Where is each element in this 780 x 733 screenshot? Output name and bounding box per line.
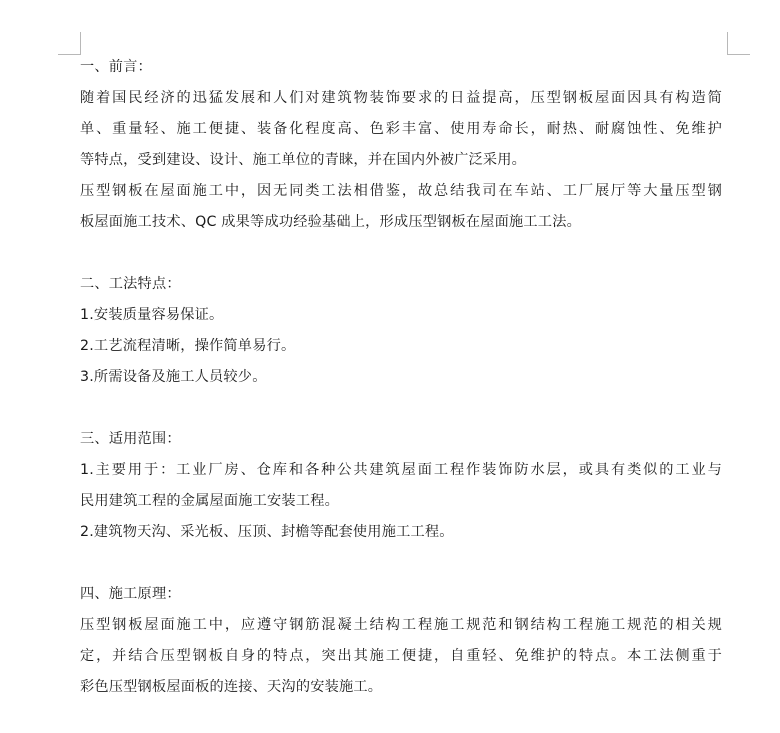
list-item: 1.安装质量容易保证。	[80, 307, 224, 323]
paragraph-line: 随着国民经济的迅猛发展和人们对建筑物装饰要求的日益提高，压型钢板屋面因具有构造简	[80, 90, 722, 106]
section-heading: 三、适用范围：	[80, 431, 181, 447]
paragraph-line: 单、重量轻、施工便捷、装备化程度高、色彩丰富、使用寿命长，耐热、耐腐蚀性、免维护	[80, 121, 722, 137]
paragraph-line: 板屋面施工技术、QC 成果等成功经验基础上，形成压型钢板在屋面施工工法。	[80, 214, 581, 230]
list-item: 2.建筑物天沟、采光板、压顶、封檐等配套使用施工工程。	[80, 524, 454, 540]
blank-line	[80, 393, 730, 424]
section-heading: 一、前言：	[80, 59, 152, 75]
paragraph-line: 等特点，受到建设、设计、施工单位的青睐，并在国内外被广泛采用。	[80, 152, 527, 168]
document-body[interactable]	[80, 52, 730, 703]
list-item: 2.工艺流程清晰，操作简单易行。	[80, 338, 296, 354]
list-item: 民用建筑工程的金属屋面施工安装工程。	[80, 493, 339, 509]
list-item: 1.主要用于：工业厂房、仓库和各种公共建筑屋面工程作装饰防水层，或具有类似的工业与	[80, 462, 722, 478]
section-heading: 四、施工原理：	[80, 586, 181, 602]
page-corner-mark-top-left	[58, 32, 81, 55]
paragraph-line: 压型钢板在屋面施工中，因无同类工法相借鉴，故总结我司在车站、工厂展厅等大量压型钢	[80, 183, 722, 199]
blank-line	[80, 548, 730, 579]
paragraph-line: 压型钢板屋面施工中，应遵守钢筋混凝土结构工程施工规范和钢结构工程施工规范的相关规	[80, 617, 722, 633]
page-corner-mark-top-right	[727, 32, 750, 55]
blank-line	[80, 238, 730, 269]
section-heading: 二、工法特点：	[80, 276, 181, 292]
paragraph-line: 定，并结合压型钢板自身的特点，突出其施工便捷，自重轻、免维护的特点。本工法侧重于	[80, 648, 722, 664]
paragraph-line: 彩色压型钢板屋面板的连接、天沟的安装施工。	[80, 679, 383, 695]
list-item: 3.所需设备及施工人员较少。	[80, 369, 267, 385]
